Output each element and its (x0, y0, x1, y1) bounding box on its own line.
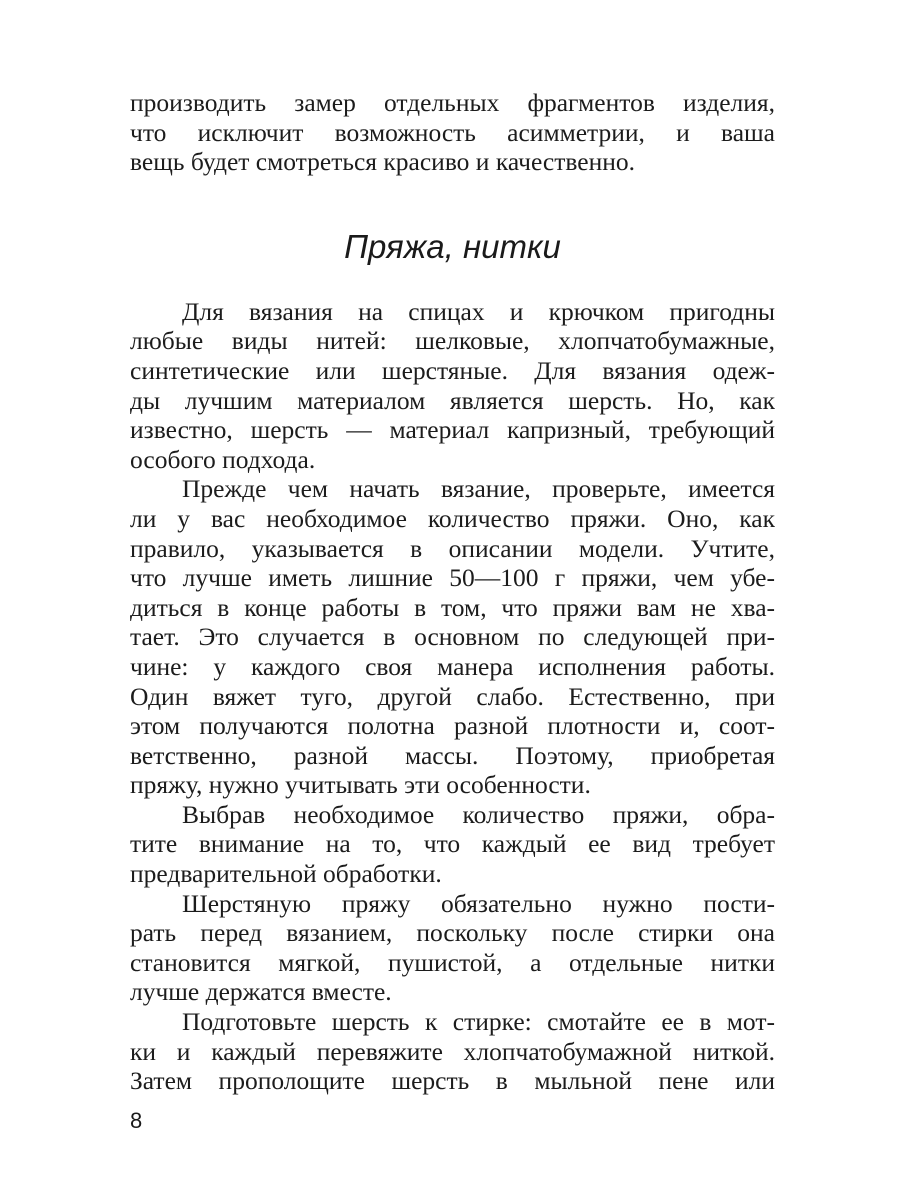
text-line: Для вязания на спицах и крючком пригодны (182, 296, 775, 326)
text-line: пряжу, нужно учитывать эти особенности. (130, 770, 591, 800)
text-line: становится мягкой, пушистой, а отдельные нитки (130, 947, 775, 977)
text-line: Прежде чем начать вязание, проверьте, имеется (182, 474, 775, 504)
text-line: тает. Это случается в основном по следующей при- (130, 622, 775, 652)
text-line: ды лучшим материалом является шерсть. Но, как (130, 385, 775, 415)
paragraph (130, 474, 775, 800)
text-line: чине: у каждого своя манера исполнения работы. (130, 651, 775, 681)
text-line: рать перед вязанием, поскольку после стирки она (130, 918, 775, 948)
page-content (130, 88, 775, 1096)
text-line: особого подхода. (130, 444, 316, 474)
page-number: 8 (130, 1108, 143, 1133)
text-line: известно, шерсть — материал капризный, требующий (130, 415, 775, 445)
text-line: ки и каждый перевяжите хлопчатобумажной ниткой. (130, 1036, 775, 1066)
text-line: диться в конце работы в том, что пряжи вам не хва- (130, 592, 775, 622)
text-line: Выбрав необходимое количество пряжи, обра- (182, 799, 775, 829)
text-line: лучше держатся вместе. (130, 977, 392, 1007)
text-line: что лучше иметь лишние 50—100 г пряжи, чем убе- (130, 563, 775, 593)
paragraph (130, 297, 775, 475)
paragraph (130, 1007, 775, 1096)
paragraph (130, 889, 775, 1007)
text-line: что исключит возможность асимметрии, и ваша (130, 117, 775, 147)
text-line: правило, указывается в описании модели. Учтите, (130, 533, 775, 563)
text-line: производить замер отдельных фрагментов изделия, (130, 88, 775, 117)
text-line: ветственно, разной массы. Поэтому, приобретая (130, 740, 775, 770)
text-line: Шерстяную пряжу обязательно нужно пости- (182, 888, 775, 918)
text-line: Подготовьте шерсть к стирке: смотайте ее в мот- (182, 1007, 775, 1037)
paragraph (130, 800, 775, 889)
text-line: синтетические или шерстяные. Для вязания одеж- (130, 355, 775, 385)
text-line: Затем прополощите шерсть в мыльной пене или (130, 1066, 775, 1096)
intro-paragraph (130, 88, 775, 177)
text-line: вещь будет смотреться красиво и качественно. (130, 147, 635, 177)
text-line: Один вяжет туго, другой слабо. Естественно, при (130, 681, 775, 711)
section-heading: Пряжа, нитки (344, 227, 561, 265)
text-line: ли у вас необходимое количество пряжи. Оно, как (130, 503, 775, 533)
text-line: тите внимание на то, что каждый ее вид требует (130, 829, 775, 859)
text-line: предварительной обработки. (130, 859, 442, 889)
text-line: этом получаются полотна разной плотности и, соот- (130, 711, 775, 741)
text-line: любые виды нитей: шелковые, хлопчатобумажные, (130, 326, 775, 356)
